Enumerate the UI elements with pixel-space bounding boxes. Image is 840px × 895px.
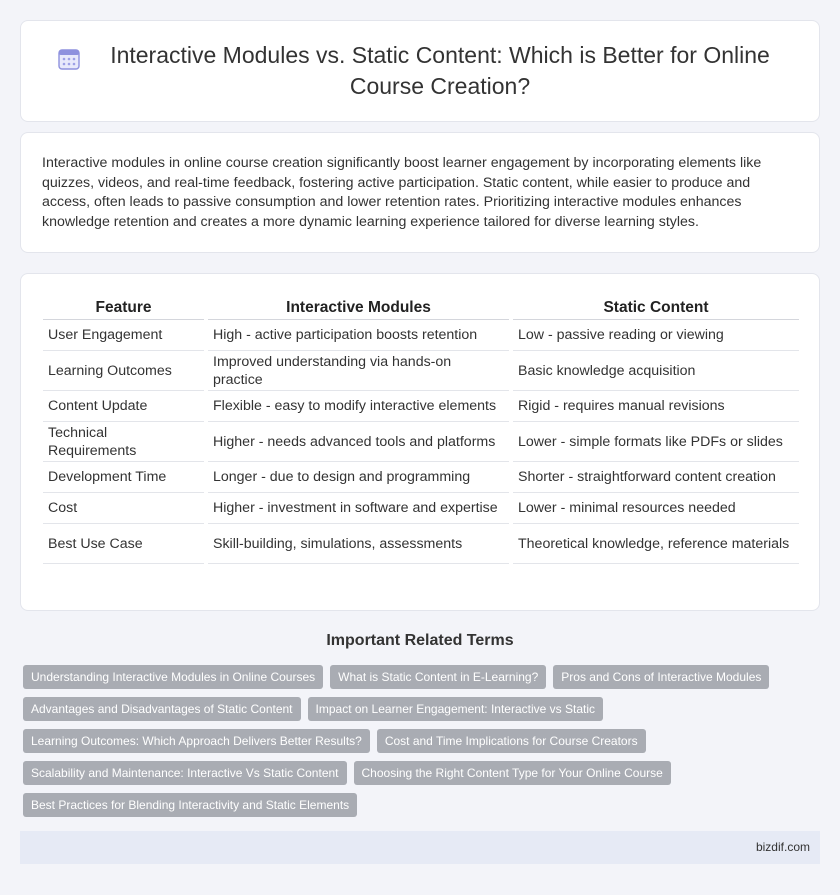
table-cell: Shorter - straightforward content creation	[511, 462, 799, 493]
tag-row	[23, 761, 803, 785]
table-cell: High - active participation boosts retention	[206, 320, 511, 351]
table-cell: Basic knowledge acquisition	[511, 351, 799, 391]
table-row	[43, 524, 799, 564]
table-cell: Best Use Case	[43, 524, 206, 564]
table-cell: Longer - due to design and programming	[206, 462, 511, 493]
related-term-tag[interactable]: Learning Outcomes: Which Approach Delivers Better Results?	[23, 729, 370, 753]
table-row	[43, 320, 799, 351]
table-cell: Theoretical knowledge, reference materials	[511, 524, 799, 564]
table-row	[43, 422, 799, 462]
table-row	[43, 493, 799, 524]
table-cell: Technical Requirements	[43, 422, 206, 462]
table-cell: Lower - minimal resources needed	[511, 493, 799, 524]
table-cell: Content Update	[43, 391, 206, 422]
related-term-tag[interactable]: Understanding Interactive Modules in Online Courses	[23, 665, 323, 689]
table-cell: User Engagement	[43, 320, 206, 351]
tag-row	[23, 665, 803, 689]
table-row	[43, 462, 799, 493]
comparison-table-card	[20, 273, 820, 611]
table-cell: Low - passive reading or viewing	[511, 320, 799, 351]
related-term-tag[interactable]: Advantages and Disadvantages of Static Content	[23, 697, 301, 721]
related-terms-heading: Important Related Terms	[326, 632, 514, 649]
header-card	[20, 20, 820, 122]
related-term-tag[interactable]: What is Static Content in E-Learning?	[330, 665, 546, 689]
table-cell: Higher - investment in software and expertise	[206, 493, 511, 524]
table-cell: Higher - needs advanced tools and platforms	[206, 422, 511, 462]
table-row	[43, 391, 799, 422]
table-cell: Skill-building, simulations, assessments	[206, 524, 511, 564]
table-header-row	[43, 296, 799, 320]
table-cell: Learning Outcomes	[43, 351, 206, 391]
table-cell: Improved understanding via hands-on practice	[206, 351, 511, 391]
column-header-static: Static Content	[511, 296, 799, 320]
related-term-tag[interactable]: Best Practices for Blending Interactivity and Static Elements	[23, 793, 357, 817]
table-cell: Lower - simple formats like PDFs or slides	[511, 422, 799, 462]
table-row	[43, 351, 799, 391]
table-cell: Cost	[43, 493, 206, 524]
tag-row	[23, 729, 803, 753]
table-cell: Development Time	[43, 462, 206, 493]
table-cell: Rigid - requires manual revisions	[511, 391, 799, 422]
table-cell: Flexible - easy to modify interactive elements	[206, 391, 511, 422]
comparison-table	[43, 296, 799, 564]
page-title: Interactive Modules vs. Static Content: Which is Better for Online Course Creation?	[110, 42, 770, 99]
column-header-interactive: Interactive Modules	[206, 296, 511, 320]
related-term-tag[interactable]: Impact on Learner Engagement: Interactive vs Static	[308, 697, 603, 721]
related-terms-list	[23, 665, 803, 825]
tag-row	[23, 697, 803, 721]
intro-paragraph: Interactive modules in online course creation significantly boost learner engagement by incorporating elements like quizzes, videos, and real-time feedback, fostering active participation. Static content, while easier to produce and access, often leads to passive consumption and lower retention rates. Prioritizing interactive modules enhances knowledge retention and creates a more dynamic learning experience tailored for diverse learning styles.	[42, 155, 762, 230]
footer	[20, 831, 820, 864]
related-term-tag[interactable]: Scalability and Maintenance: Interactive Vs Static Content	[23, 761, 347, 785]
related-term-tag[interactable]: Choosing the Right Content Type for Your Online Course	[354, 761, 671, 785]
intro-card	[20, 132, 820, 253]
footer-site-link[interactable]: bizdif.com	[755, 840, 810, 854]
related-term-tag[interactable]: Cost and Time Implications for Course Creators	[377, 729, 646, 753]
tag-row	[23, 793, 803, 817]
column-header-feature: Feature	[43, 296, 206, 320]
related-term-tag[interactable]: Pros and Cons of Interactive Modules	[553, 665, 769, 689]
